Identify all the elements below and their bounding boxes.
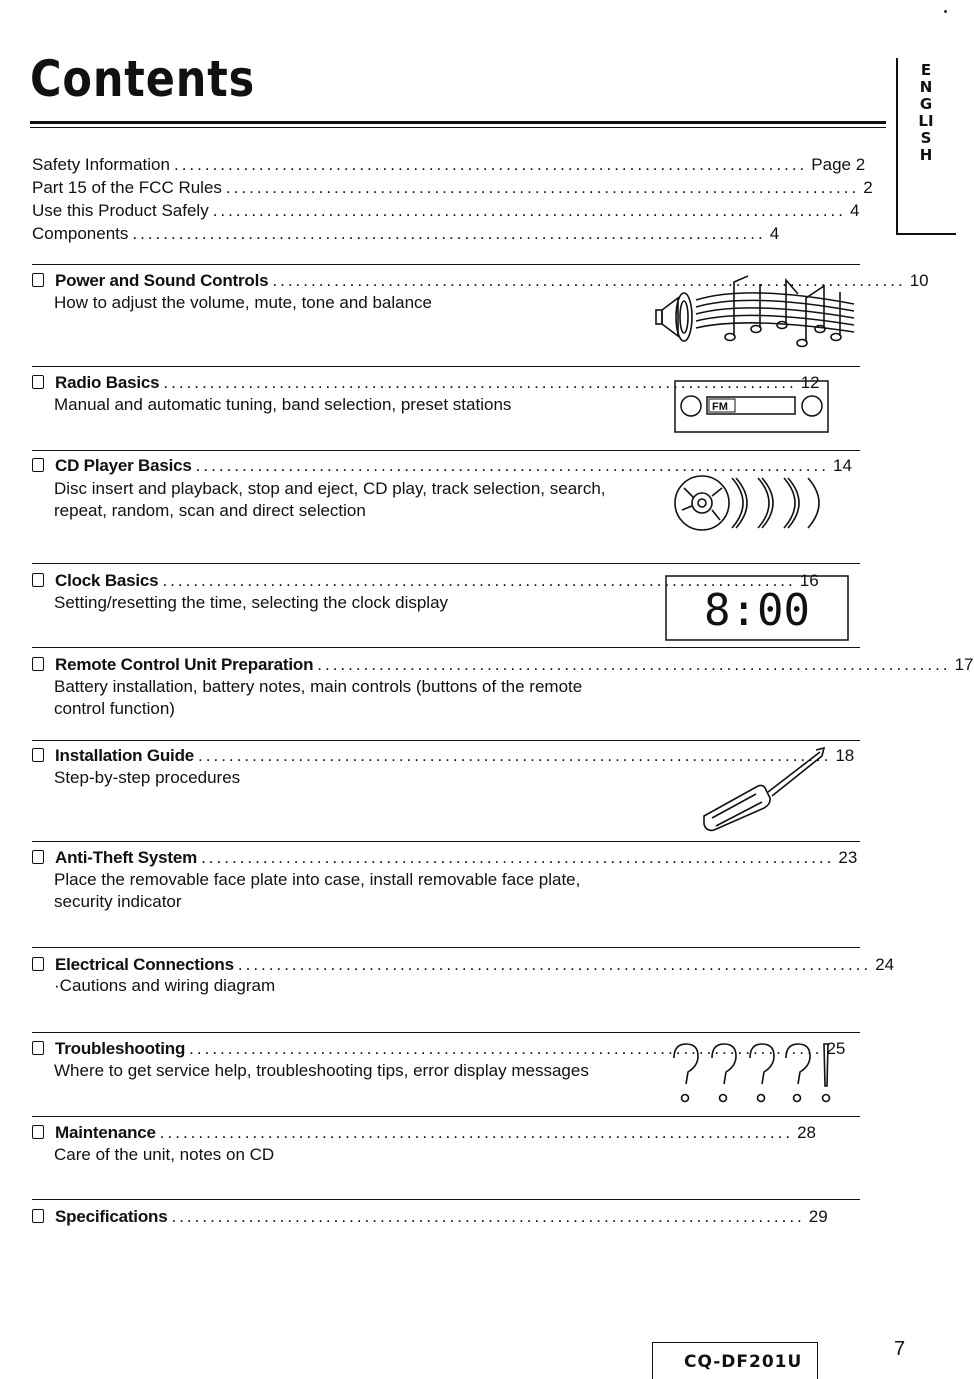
- checkbox-icon: [32, 748, 44, 762]
- speaker-music-icon: [648, 272, 860, 354]
- section-page: 28: [797, 1123, 817, 1142]
- section-heading[interactable]: [32, 1121, 817, 1144]
- checkbox-icon: [32, 957, 44, 971]
- dot-leader: ..................................................................................: [198, 746, 832, 765]
- question-marks-icon: [668, 1040, 838, 1106]
- cd-disc-icon: [672, 470, 832, 536]
- dot-leader: ..................................................................................: [171, 1207, 805, 1226]
- checkbox-icon: [32, 657, 44, 671]
- clock-display-icon: [665, 575, 849, 641]
- checkbox-icon: [32, 375, 44, 389]
- section-label: Clock Basics: [55, 571, 159, 590]
- section-rule: [32, 264, 860, 265]
- dot-leader: ..................................................................................: [272, 271, 906, 290]
- dot-leader: ..................................................................................: [225, 178, 860, 197]
- section-label: Specifications: [55, 1207, 168, 1226]
- section-page: 24: [875, 955, 895, 974]
- section-label: Maintenance: [55, 1123, 156, 1142]
- section-heading[interactable]: [32, 269, 929, 292]
- section-page: 14: [832, 456, 852, 475]
- section-label: Electrical Connections: [55, 955, 234, 974]
- section-rule: [32, 647, 860, 648]
- toc-entry-label: Use this Product Safely: [32, 201, 209, 220]
- section-rule: [32, 1032, 860, 1033]
- section-heading[interactable]: [32, 846, 858, 869]
- toc-entry[interactable]: [32, 176, 873, 199]
- dot-leader: ..................................................................................: [195, 456, 829, 475]
- toc-entry-page: 4: [850, 201, 860, 220]
- section-description: Step-by-step procedures: [54, 768, 241, 787]
- section-page: 12: [800, 373, 820, 392]
- dot-leader: ..................................................................................: [317, 655, 951, 674]
- dot-leader: ..................................................................................: [201, 848, 835, 867]
- section-description: Where to get service help, troubleshooting tips, error display messages: [54, 1061, 589, 1080]
- checkbox-icon: [32, 273, 44, 287]
- dot-leader: ..................................................................................: [163, 373, 797, 392]
- section-label: Power and Sound Controls: [55, 271, 269, 290]
- fm-display-icon: [674, 380, 830, 434]
- section-heading[interactable]: [32, 1205, 828, 1228]
- toc-entry-page: 2: [863, 178, 873, 197]
- section-page: 16: [799, 571, 819, 590]
- dot-leader: ..................................................................................: [162, 571, 796, 590]
- page-number: 7: [894, 1338, 906, 1360]
- section-description: Manual and automatic tuning, band selection, preset stations: [54, 395, 512, 414]
- section-rule: [32, 740, 860, 741]
- section-label: Anti-Theft System: [55, 848, 198, 867]
- section-heading[interactable]: [32, 371, 820, 394]
- section-page: 17: [954, 655, 974, 674]
- section-heading[interactable]: [32, 454, 852, 477]
- toc-entry-label: Part 15 of the FCC Rules: [32, 178, 222, 197]
- section-description: Disc insert and playback, stop and eject, CD play, track selection, search, repeat, random, scan and direct selection: [54, 479, 606, 520]
- toc-entry-label: Safety Information: [32, 155, 170, 174]
- section-description: How to adjust the volume, mute, tone and balance: [54, 293, 433, 312]
- section-description: Battery installation, battery notes, main controls (buttons of the remote control function): [54, 677, 583, 718]
- section-heading[interactable]: [32, 569, 819, 592]
- model-number: CQ-DF201U: [684, 1352, 803, 1372]
- section-page: 29: [808, 1207, 828, 1226]
- dot-leader: ..................................................................................: [189, 1039, 823, 1058]
- dot-leader: ..................................................................................: [212, 201, 847, 220]
- section-heading[interactable]: [32, 1037, 846, 1060]
- section-heading[interactable]: [32, 744, 855, 767]
- toc-entry-page: 4: [769, 224, 780, 243]
- section-label: Remote Control Unit Preparation: [55, 655, 314, 674]
- title-rule: [30, 121, 886, 124]
- section-page: 18: [835, 746, 855, 765]
- section-label: Installation Guide: [55, 746, 195, 765]
- section-rule: [32, 563, 860, 564]
- checkbox-icon: [32, 1125, 44, 1139]
- section-description: ·Cautions and wiring diagram: [54, 976, 276, 995]
- checkbox-icon: [32, 1209, 44, 1223]
- speck: [944, 10, 947, 13]
- section-page: 25: [826, 1039, 846, 1058]
- section-rule: [32, 450, 860, 451]
- page-title: Contents: [30, 50, 256, 108]
- dot-leader: ..................................................................................: [132, 224, 766, 243]
- section-rule: [32, 947, 860, 948]
- section-description: Place the removable face plate into case, install removable face plate, security indicator: [54, 870, 581, 911]
- section-heading[interactable]: [32, 953, 895, 976]
- toc-entry[interactable]: [32, 199, 860, 222]
- dot-leader: ..................................................................................: [173, 155, 808, 174]
- toc-entry-label: Components: [32, 224, 129, 243]
- section-description: Care of the unit, notes on CD: [54, 1145, 275, 1164]
- checkbox-icon: [32, 850, 44, 864]
- toc-entry[interactable]: [32, 222, 780, 245]
- clock-text: 8:00: [704, 585, 810, 636]
- section-page: 23: [838, 848, 858, 867]
- title-rule-thin: [30, 127, 886, 128]
- section-rule: [32, 1116, 860, 1117]
- dot-leader: ..................................................................................: [237, 955, 872, 974]
- section-description: Setting/resetting the time, selecting the clock display: [54, 593, 449, 612]
- section-heading[interactable]: [32, 653, 974, 676]
- toc-entry-page: Page 2: [811, 155, 866, 174]
- section-rule: [32, 1199, 860, 1200]
- section-rule: [32, 841, 860, 842]
- section-label: Troubleshooting: [55, 1039, 186, 1058]
- section-label: CD Player Basics: [55, 456, 192, 475]
- toc-entry[interactable]: [32, 153, 866, 176]
- dot-leader: ..................................................................................: [159, 1123, 794, 1142]
- section-label: Radio Basics: [55, 373, 160, 392]
- section-rule: [32, 366, 860, 367]
- fm-label: FM: [712, 401, 728, 413]
- checkbox-icon: [32, 1041, 44, 1055]
- language-tab-label: ENGLISH: [918, 61, 934, 164]
- checkbox-icon: [32, 573, 44, 587]
- checkbox-icon: [32, 458, 44, 472]
- screwdriver-icon: [700, 746, 826, 832]
- section-page: 10: [909, 271, 929, 290]
